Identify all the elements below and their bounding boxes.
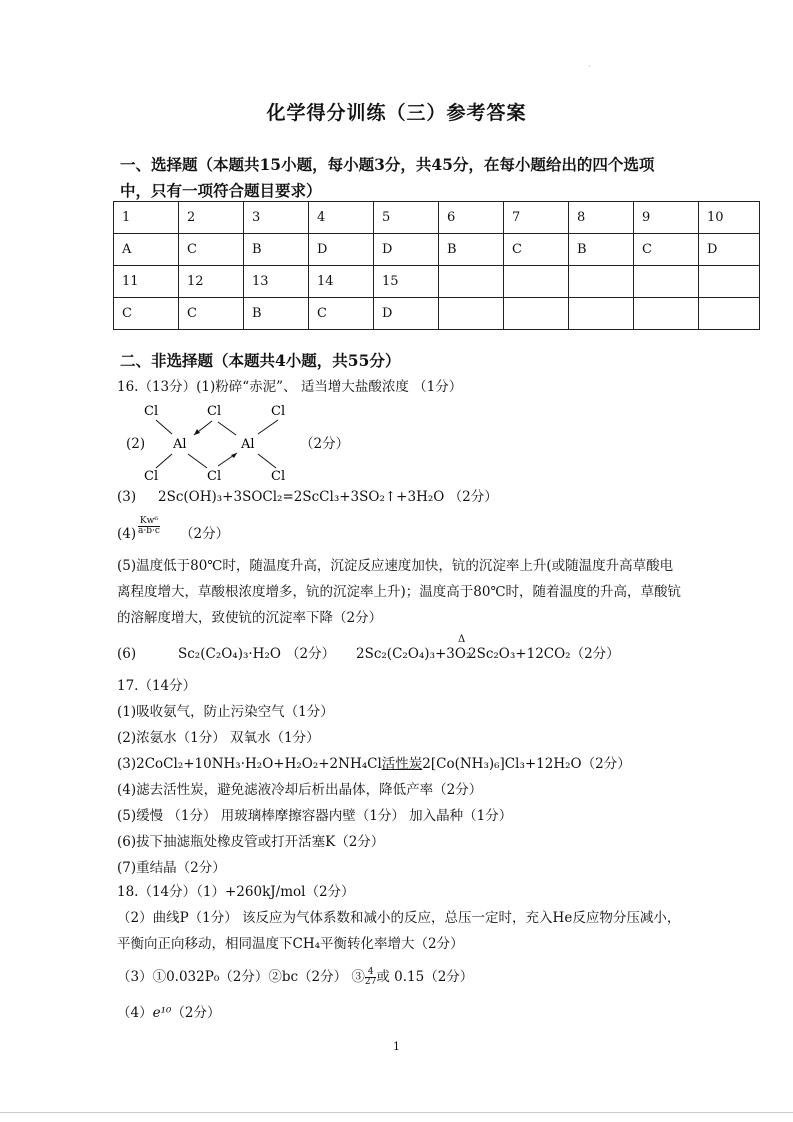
catalyst-condition: 活性炭 — [381, 756, 423, 772]
answer-table-cell: 9 — [634, 202, 699, 234]
answer-table-row — [114, 298, 760, 330]
al-atom: Al — [173, 437, 187, 452]
answer-table-cell: D — [699, 234, 760, 266]
q17-line1: (1)吸收氨气，防止污染空气（1分） — [117, 704, 334, 720]
answer-table-cell — [504, 298, 569, 330]
answer-table-cell: C — [179, 234, 244, 266]
q16-p6-formula: Sc₂(C₂O₄)₃·H₂O — [178, 646, 281, 662]
cl-atom: Cl — [144, 469, 159, 484]
heat-condition: Δ — [458, 634, 466, 645]
answer-table-cell: 10 — [699, 202, 760, 234]
q16-header: 16.（13分）(1)粉碎“赤泥”、 适当增大盐酸浓度 （1分） — [117, 379, 463, 395]
answer-table-cell: 2 — [179, 202, 244, 234]
answer-table-cell: 8 — [569, 202, 634, 234]
q17-line3: (3)2CoCl₂+10NH₃·H₂O+H₂O₂+2NH₄Cl活性炭2[Co(NH₃)₆]Cl₃+12H₂O（2分） — [117, 756, 631, 772]
q16-p2-label: (2) — [126, 436, 146, 452]
answer-table-row — [114, 266, 760, 298]
answer-table-cell: 4 — [309, 202, 374, 234]
section2-heading: 二、非选择题（本题共4小题，共55分） — [120, 351, 401, 370]
answer-table-cell: B — [439, 234, 504, 266]
answer-table-cell: B — [569, 234, 634, 266]
corner-dot: · — [588, 62, 591, 71]
bond-line — [258, 420, 278, 434]
al-atom: Al — [241, 437, 255, 452]
arrow-head — [231, 453, 237, 458]
q17-line4: (4)滤去活性炭，避免滤液冷却后析出晶体，降低产率（2分） — [117, 782, 483, 798]
arrow-head — [194, 429, 200, 435]
answer-table-cell: D — [374, 298, 439, 330]
q18-p4: （4）e¹⁰（2分） — [117, 1005, 221, 1021]
q16-p4-label: (4) — [117, 526, 137, 542]
answer-table-cell: 5 — [374, 202, 439, 234]
q16-p2-score: （2分） — [300, 436, 350, 452]
answer-table-cell — [504, 266, 569, 298]
cl-atom: Cl — [207, 404, 222, 419]
q16-p4-score: （2分） — [180, 526, 230, 542]
answer-table-cell — [634, 266, 699, 298]
bond-line — [188, 454, 207, 468]
answer-table-cell — [699, 298, 760, 330]
bond-line — [156, 420, 172, 434]
cl-atom: Cl — [271, 469, 286, 484]
answer-table-cell: 7 — [504, 202, 569, 234]
answer-table-cell: A — [114, 234, 179, 266]
q16-p4-fraction: $\frac{\text{Kw⁶}}{a\cdot b\cdot c}$ — [138, 516, 160, 536]
answer-table-cell — [439, 266, 504, 298]
answer-table-cell: B — [244, 234, 309, 266]
q16-p6-label: (6) — [117, 646, 137, 662]
answer-table-cell: 15 — [374, 266, 439, 298]
answer-table-cell: C — [309, 298, 374, 330]
answer-table-cell: B — [244, 298, 309, 330]
answer-table-cell — [699, 266, 760, 298]
answer-table-cell: D — [309, 234, 374, 266]
answer-table-cell: C — [634, 234, 699, 266]
page-title: 化学得分训练（三）参考答案 — [266, 102, 527, 124]
q16-p6-equation-left: 2Sc₂(C₂O₄)₃+3O₂ — [356, 646, 472, 662]
q17-line2: (2)浓氨水（1分） 双氧水（1分） — [117, 730, 320, 746]
q18-p2-text: （2）曲线P（1分） 该反应为气体系数和减小的反应，总压一定时，充入He反应物分压减小，平衡向正向移动，相同温度下CH₄平衡转化率增大（2分） — [117, 910, 681, 952]
answer-table-cell: 13 — [244, 266, 309, 298]
section1-heading: 一、选择题（本题共15小题，每小题3分，共45分，在每小题给出的四个选项 中，只有一项符合题目要求） — [120, 155, 655, 200]
answer-table-cell — [569, 298, 634, 330]
answer-table-row — [114, 234, 760, 266]
page-number: 1 — [393, 1040, 400, 1053]
q17-header: 17.（14分） — [117, 678, 197, 694]
answer-table — [113, 201, 760, 330]
page-bottom-rule — [0, 1112, 793, 1113]
answer-table-cell: 14 — [309, 266, 374, 298]
q16-p6-equation-right: 2Sc₂O₃+12CO₂（2分） — [468, 646, 620, 662]
cl-atom: Cl — [144, 404, 159, 419]
al2cl6-structure-diagram — [140, 400, 300, 486]
answer-table-cell: C — [504, 234, 569, 266]
cl-atom: Cl — [271, 404, 286, 419]
answer-table-row — [114, 202, 760, 234]
bond-line — [258, 454, 276, 468]
answer-table-cell: C — [114, 298, 179, 330]
fraction-4-27: $\frac{4}{27}$ — [364, 967, 377, 987]
cl-atom: Cl — [207, 469, 222, 484]
q16-p6-score: （2分） — [286, 646, 336, 662]
q16-p3-equation: 2Sc(OH)₃+3SOCl₂=2ScCl₃+3SO₂↑+3H₂O （2分） — [158, 489, 498, 505]
answer-table-cell: 1 — [114, 202, 179, 234]
answer-table-cell: D — [374, 234, 439, 266]
answer-table-cell: C — [179, 298, 244, 330]
q17-line7: (7)重结晶（2分） — [117, 860, 226, 876]
bond-line — [156, 454, 172, 468]
q17-line5: (5)缓慢 （1分） 用玻璃棒摩擦容器内壁（1分） 加入晶种（1分） — [117, 808, 513, 824]
q18-p3: （3）①0.032P₀（2分）②bc（2分） ③ $\frac{4}{27}$ 或 0.15（2分） — [117, 967, 474, 987]
answer-table-cell — [569, 266, 634, 298]
answer-table-cell — [634, 298, 699, 330]
answer-table-cell: 12 — [179, 266, 244, 298]
answer-table-cell — [439, 298, 504, 330]
answer-table-cell: 11 — [114, 266, 179, 298]
q16-p5-text: (5)温度低于80℃时，随温度升高，沉淀反应速度加快，钪的沉淀率上升(或随温度升高草酸电离程度增大，草酸根浓度增多，钪的沉淀率上升)；温度高于80℃时，随着温度的升高，草酸钪的溶解度增大，致使钪的沉淀率下降（2分） — [117, 558, 682, 626]
q18-header: 18.（14分）（1）+260kJ/mol（2分） — [117, 884, 355, 900]
q17-line6: (6)拔下抽滤瓶处橡皮管或打开活塞K（2分） — [117, 834, 385, 850]
coordinate-bond-arrow — [218, 422, 236, 435]
answer-table-cell: 6 — [439, 202, 504, 234]
q16-p3-label: (3) — [117, 489, 137, 505]
answer-table-cell: 3 — [244, 202, 309, 234]
